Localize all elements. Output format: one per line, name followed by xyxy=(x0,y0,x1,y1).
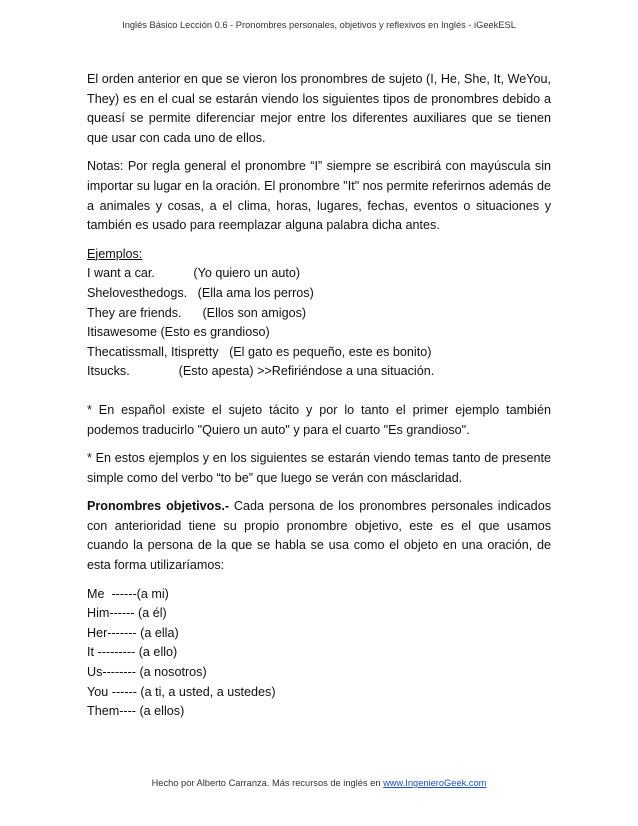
list-item: Us-------- (a nosotros) xyxy=(87,665,207,680)
list-item: You ------ (a ti, a usted, a ustedes) xyxy=(87,684,276,699)
list-item: Me ------(a mi) xyxy=(87,586,169,601)
list-item: Them---- (a ellos) xyxy=(87,704,185,719)
note-present-simple: * En estos ejemplos y en los siguientes se estarán viendo temas tanto de presente simple como del verbo “to be” que luego se verán con másclaridad. xyxy=(87,451,551,485)
objective-pronouns-list xyxy=(87,585,551,722)
example-line: They are friends. (Ellos son amigos) xyxy=(87,305,307,320)
list-item: Her------- (a ella) xyxy=(87,625,179,640)
page-header: Inglés Básico Lección 0.6 - Pronombres personales, objetivos y reflexivos en Inglés - iGeekESL xyxy=(122,20,516,30)
list-item: Him------ (a él) xyxy=(87,606,167,621)
objective-pronouns-title: Pronombres objetivos.- xyxy=(87,499,230,514)
footer-link[interactable]: www.IngenieroGeek.com xyxy=(383,778,487,788)
page-footer xyxy=(0,778,638,788)
example-line: Shelovesthedogs. (Ella ama los perros) xyxy=(87,285,314,300)
paragraph-objective-pronouns xyxy=(87,497,551,575)
document-body xyxy=(87,70,551,731)
note-tacit-subject: * En español existe el sujeto tácito y por lo tanto el primer ejemplo también podemos traducirlo "Quiero un auto" y para el cuarto "Es grandioso". xyxy=(87,402,551,437)
example-line: Thecatissmall, Itispretty (El gato es pequeño, este es bonito) xyxy=(87,344,432,359)
examples-section xyxy=(87,245,551,382)
example-line: I want a car. (Yo quiero un auto) xyxy=(87,266,301,281)
spacer xyxy=(87,391,551,401)
examples-heading: Ejemplos: xyxy=(87,246,143,261)
example-line: Itsucks. (Esto apesta) >>Refiriéndose a una situación. xyxy=(87,364,435,379)
paragraph-notes: Notas: Por regla general el pronombre “I” siempre se escribirá con mayúscula sin importar su lugar en la oración. El pronombre "It" nos permite referirnos además de a animales y cosas, a el clima, horas, lugares, fechas, eventos o situaciones y también es usado para reemplazar alguna palabra dicha antes. xyxy=(87,159,551,233)
footer-text: Hecho por Alberto Carranza. Más recursos de inglés en xyxy=(151,778,384,788)
example-line: Itisawesome (Esto es grandioso) xyxy=(87,325,270,340)
list-item: It --------- (a ello) xyxy=(87,645,178,660)
paragraph-intro: El orden anterior en que se vieron los pronombres de sujeto (I, He, She, It, WeYou, They) es en el cual se estarán viendo los siguientes tipos de pronombres debido a queasí se permite diferenciar mejor entre los diferentes auxiliares que se tienen que usar con cada uno de ellos. xyxy=(87,72,551,145)
objective-pronouns-text: Cada persona de los pronombres personales indicados con anterioridad tiene su propio pronombre objetivo, este es el que usamos cuando la persona de la que se habla se usa como el objeto en una oración, de esta forma utilizaríamos: xyxy=(87,499,551,573)
